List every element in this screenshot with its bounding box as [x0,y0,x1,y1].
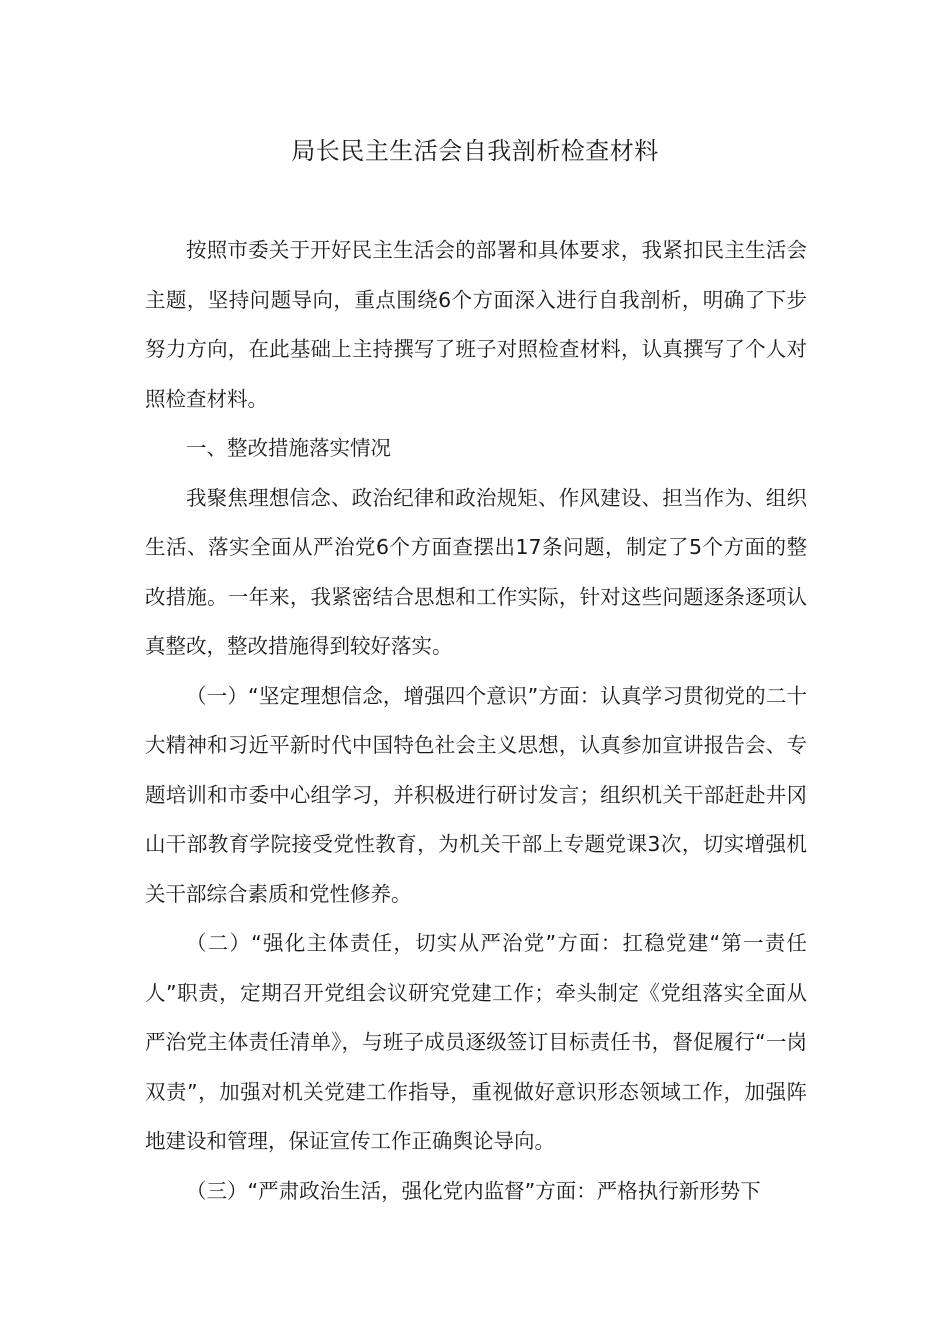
paragraph-intro: 按照市委关于开好民主生活会的部署和具体要求，我紧扣民主生活会主题，坚持问题导向，重点围绕6个方面深入进行自我剖析，明确了下步努力方向，在此基础上主持撰写了班子对照检查材料，认真撰写了个人对照检查材料。 [145,238,807,411]
document-title: 局长民主生活会自我剖析检查材料 [291,137,659,165]
section-heading-1: 一、整改措施落实情况 [186,436,391,460]
paragraph-item-3: （三）“严肃政治生活，强化党内监督”方面：严格执行新形势下 [186,1178,761,1203]
document-body [145,226,807,1216]
paragraph-item-1: （一）“坚定理想信念，增强四个意识”方面：认真学习贯彻党的二十大精神和习近平新时代中国特色社会主义思想，认真参加宣讲报告会、专题培训和市委中心组学习，并积极进行研讨发言；组织机关干部赶赴井冈山干部教育学院接受党性教育，为机关干部上专题党课3次，切实增强机关干部综合素质和党性修养。 [145,683,807,906]
paragraph-item-2: （二）“强化主体责任，切实从严治党”方面：扛稳党建“第一责任人”职责，定期召开党组会议研究党建工作；牵头制定《党组落实全面从严治党主体责任清单》，与班子成员逐级签订目标责任书，督促履行“一岗双责”，加强对机关党建工作指导，重视做好意识形态领域工作，加强阵地建设和管理，保证宣传工作正确舆论导向。 [145,931,807,1153]
paragraph-summary: 我聚焦理想信念、政治纪律和政治规矩、作风建设、担当作为、组织生活、落实全面从严治党6个方面查摆出17条问题，制定了5个方面的整改措施。一年来，我紧密结合思想和工作实际，针对这些问题逐条逐项认真整改，整改措施得到较好落实。 [145,485,807,658]
